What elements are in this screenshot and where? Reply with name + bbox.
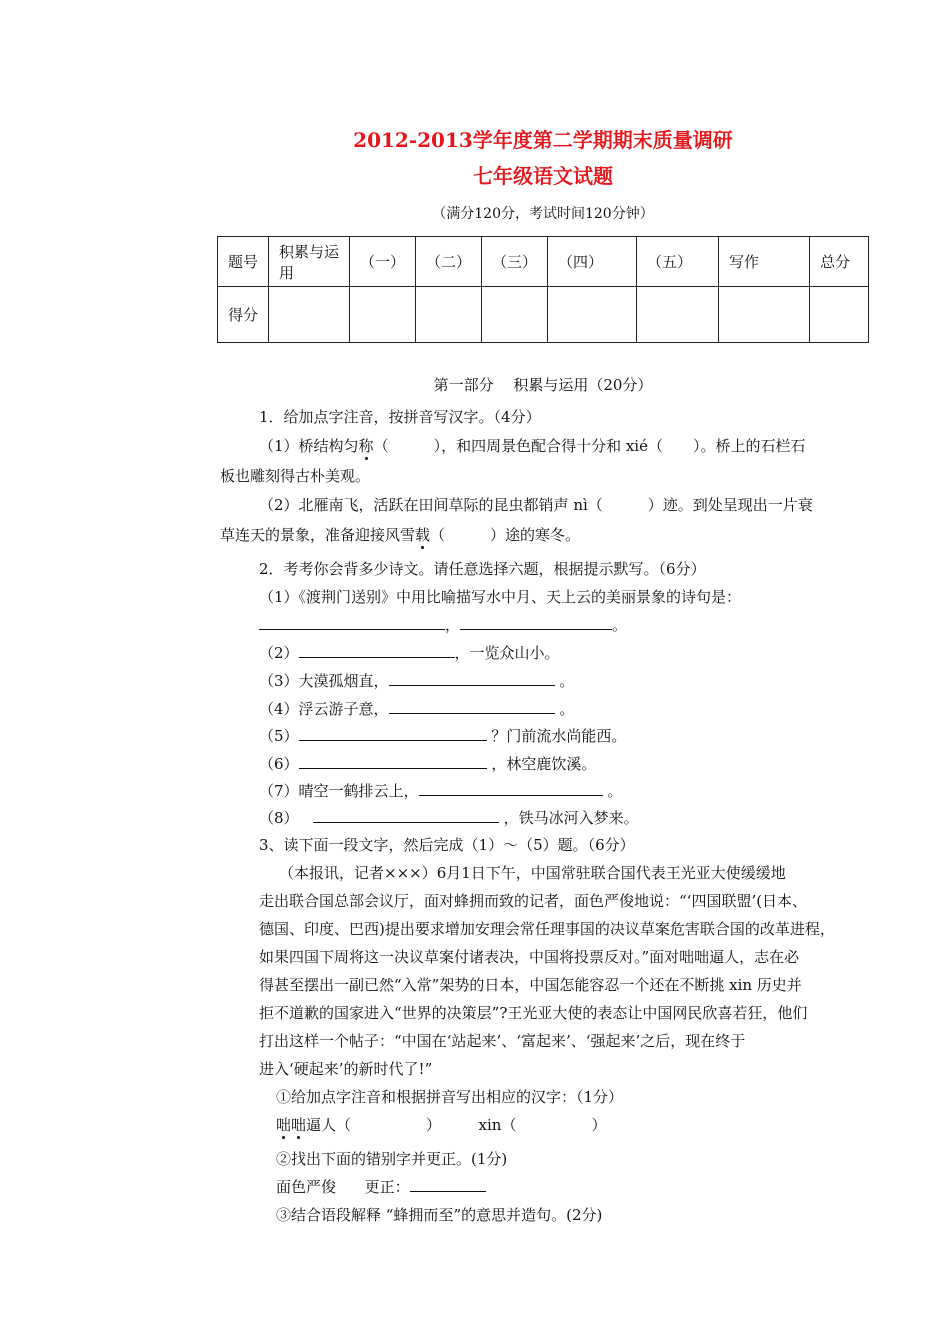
cell-total: 总分 [810,237,869,287]
q2-item4 [259,698,574,719]
q2-item4-end: 。 [559,700,575,718]
q1-part1-text-a: （1）桥结构匀 [259,437,359,455]
blank-1a[interactable] [259,615,445,630]
q2-item1-end: 。 [612,616,628,634]
cell-section-part5: （五） [637,237,719,287]
blank-8[interactable] [313,808,499,823]
q3-sub2-line [276,1176,486,1197]
q2-item1: （1）《渡荆门送别》中用比喻描写水中月、天上云的美丽景象的诗句是： [259,588,742,606]
blank-4[interactable] [389,699,555,714]
q1-part1-line1 [259,435,805,456]
q3-sub2-fix: 更正： [364,1178,410,1196]
q1-part2-line1: （2）北雁南飞，活跃在田间草际的昆虫都销声 nì（ ）迹。到处呈现出一片衰 [259,496,813,514]
q1-dotted-char-2: 载 [415,526,431,544]
q2-item7-head: （7）晴空一鹤排云上， [259,782,419,800]
passage-line-8: 进入‘硬起来’的新时代了!” [259,1060,433,1078]
q2-item3 [259,670,574,691]
passage-line-5: 得甚至摆出一副已然“入常”架势的日本，中国怎能容忍一个还在不断挑 xin 历史并 [259,976,802,994]
score-input-7[interactable] [719,287,810,343]
score-input-1[interactable] [269,287,350,343]
q2-item4-head: （4）浮云游子意， [259,700,389,718]
q1-part2-text-c: （ ）途的寒冬。 [430,526,581,544]
q2-item8 [259,807,639,828]
q2-stem: 2．考考你会背多少诗文。请任意选择六题，根据提示默写。（6分） [259,560,706,578]
passage-line-1: （本报讯，记者×××）6月1日下午，中国常驻联合国代表王光亚大使缓缓地 [279,864,786,882]
q3-sub2-word: 面色严俊 [276,1178,337,1196]
q1-stem: 1．给加点字注音，按拼音写汉字。（4分） [259,408,541,426]
cell-section-part4: （四） [548,237,637,287]
q3-stem: 3、读下面一段文字，然后完成（1）～（5）题。（6分） [259,836,635,854]
q3-sub2-stem: ②找出下面的错别字并更正。(1分) [276,1150,508,1168]
q2-item3-head: （3）大漠孤烟直， [259,672,389,690]
q2-item7 [259,780,622,801]
score-input-6[interactable] [637,287,719,343]
q1-part1-line2: 板也雕刻得古朴美观。 [220,467,371,485]
passage-line-3: 德国、印度、巴西)提出要求增加安理会常任理事国的决议草案危害联合国的改革进程， [259,920,835,938]
q2-item5 [259,725,626,746]
passage-line-7: 打出这样一个帖子：“中国在‘站起来’、‘富起来’、‘强起来’之后，现在终于 [259,1032,746,1050]
cell-section-1: 积累与运用 [269,237,350,287]
q3-sub3-stem: ③结合语段解释 “蜂拥而至”的意思并造句。(2分) [276,1206,603,1224]
q2-item3-end: 。 [559,672,575,690]
q3-sub1-line [276,1114,606,1135]
section-heading: 第一部分 积累与运用（20分） [433,376,653,394]
q2-item5-tail: ？门前流水尚能西。 [491,727,627,745]
score-input-4[interactable] [482,287,548,343]
q2-item6 [259,753,596,774]
passage-line-2: 走出联合国总部会议厅，面对蜂拥而致的记者，面色严俊地说：“‘四国联盟’(日本、 [259,892,808,910]
blank-7[interactable] [419,781,603,796]
q2-item6-tail: ，林空鹿饮溪。 [491,755,597,773]
q2-item2-tail: ，一览众山小。 [454,644,560,662]
score-table-header-row [218,237,869,287]
blank-3[interactable] [389,671,555,686]
q3-dotted-char-2: 咄 [291,1116,307,1134]
q3-sub1-rest: 逼人（ ） xin（ ） [306,1116,607,1134]
passage-line-4: 如果四国下周将这一决议草案付诸表决，中国将投票反对。”面对咄咄逼人，志在必 [259,948,800,966]
cell-section-part1: （一） [350,237,416,287]
q2-item5-num: （5） [259,727,299,745]
cell-score-label: 得分 [218,287,269,343]
q2-item6-num: （6） [259,755,299,773]
q2-item1-answer [259,614,627,635]
passage-line-6: 拒不道歉的国家进入“世界的决策层”?王光亚大使的表态让中国网民欣喜若狂，他们 [259,1004,808,1022]
q3-sub1-stem: ①给加点字注音和根据拼音写出相应的汉字：（1分） [276,1088,624,1106]
exam-note: （满分120分，考试时间120分钟） [432,206,654,222]
cell-section-part3: （三） [482,237,548,287]
blank-6[interactable] [299,754,487,769]
score-input-3[interactable] [416,287,482,343]
q2-item1-comma: ， [445,616,461,634]
q2-item2 [259,642,560,663]
score-table [217,236,869,343]
score-input-5[interactable] [548,287,637,343]
score-input-2[interactable] [350,287,416,343]
q2-item8-tail: ，铁马冰河入梦来。 [503,809,639,827]
q1-part2-line2 [220,524,580,545]
q2-item7-end: 。 [607,782,623,800]
exam-title: 2012-2013学年度第二学期期末质量调研 [353,128,733,152]
blank-2[interactable] [299,643,455,658]
blank-1b[interactable] [460,615,612,630]
q2-item8-num: （8） [259,809,299,827]
exam-subtitle: 七年级语文试题 [473,164,613,188]
blank-correction[interactable] [410,1177,486,1192]
q1-part1-text-b: （ ），和四周景色配合得十分和 xié（ ）。桥上的石栏石 [373,437,806,455]
cell-writing: 写作 [719,237,810,287]
blank-5[interactable] [299,726,487,741]
q1-part2-text-b: 草连天的景象，准备迎接风雪 [220,526,416,544]
q1-dotted-char-1: 称 [358,437,374,455]
cell-section-part2: （二） [416,237,482,287]
score-input-8[interactable] [810,287,869,343]
q3-dotted-char-1: 咄 [276,1116,292,1134]
q2-item2-num: （2） [259,644,299,662]
score-table-score-row [218,287,869,343]
cell-question-no: 题号 [218,237,269,287]
